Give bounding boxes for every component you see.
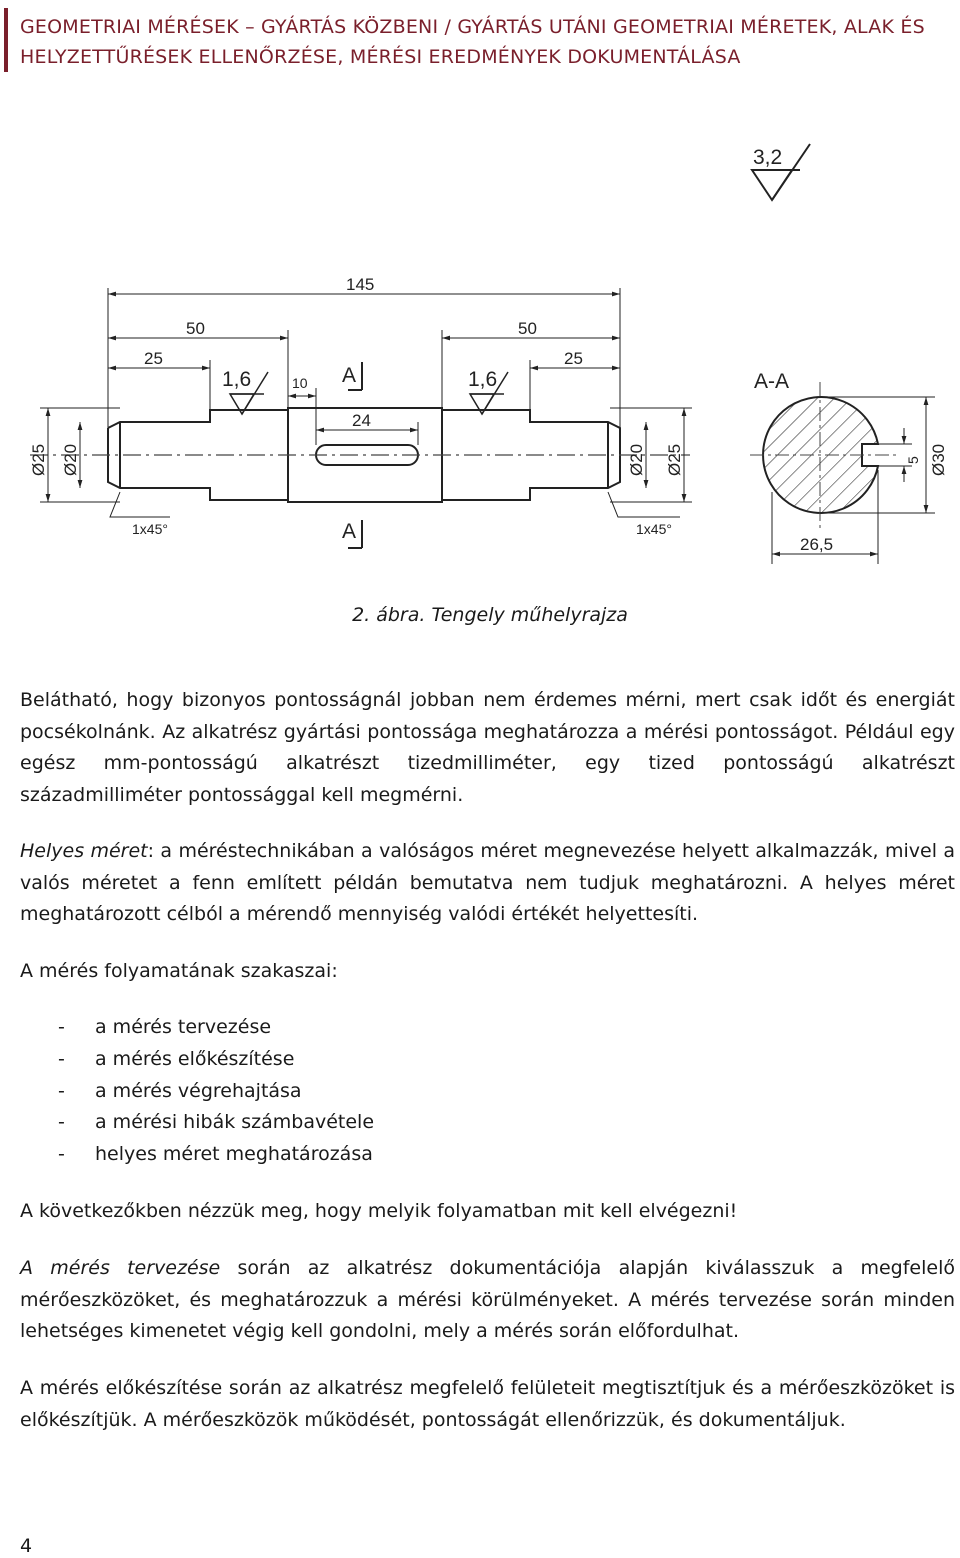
figure-caption: 2. ábra. Tengely műhelyrajza [352, 604, 628, 626]
dim-right-25: 25 [564, 349, 583, 368]
dim-right-50: 50 [518, 319, 537, 338]
shaft-drawing-svg [20, 92, 955, 592]
technical-drawing [20, 92, 955, 592]
dim-dia30: Ø30 [929, 443, 948, 476]
list-item: - a mérési hibák számbavétele [20, 1107, 720, 1139]
planning-text: során az alkatrész dokumentációja alapján kiválasszuk a megfelelő mérőeszközöket, és meghatározzuk a mérési körülményeket. A mérés tervezése során minden lehetséges kimenetet végig kell gondolni, mely a mérés során előfordulhat. [20, 1257, 955, 1342]
dim-keyway-width: 5 [905, 456, 921, 464]
list-item: - a mérés előkészítése [20, 1044, 720, 1076]
dim-section-depth: 26,5 [800, 535, 834, 554]
roughness-left-label: 1,6 [222, 368, 252, 391]
dim-total-length: 145 [346, 275, 375, 294]
dim-dia20-right: Ø20 [627, 443, 646, 476]
dim-keyway-offset: 10 [292, 375, 308, 391]
paragraph-precision: Belátható, hogy bizonyos pontosságnál jobban nem érdemes mérni, mert csak időt és energiát pocsékolnánk. Az alkatrész gyártási pontossága meghatározza a mérési pontosságot. Például egy egész mm-pontosságú alkatrészt tizedmilliméter, egy tized pontosságú alkatrészt századmilliméter pontossággal kell megmérni. [20, 689, 955, 806]
roughness-main-label: 3,2 [753, 146, 783, 169]
list-item: - a mérés végrehajtása [20, 1076, 720, 1108]
header-title: GEOMETRIAI MÉRÉSEK – GYÁRTÁS KÖZBENI / GYÁRTÁS UTÁNI GEOMETRIAI MÉRETEK, ALAK ÉS HELYZETTŰRÉSEK ELLENŐRZÉSE, MÉRÉSI EREDMÉNYEK DOKUMENTÁLÁSA [20, 16, 925, 68]
dim-dia25-left: Ø25 [29, 443, 48, 476]
section-title: A-A [754, 370, 790, 393]
chamfer-left-label: 1x45° [132, 521, 168, 537]
page-header [0, 0, 960, 74]
dim-left-25: 25 [144, 349, 163, 368]
term-correct-size: Helyes méret [20, 840, 148, 862]
dim-keyway-length: 24 [352, 411, 371, 430]
list-item: - a mérés tervezése [20, 1012, 720, 1044]
list-item: - helyes méret meghatározása [20, 1139, 720, 1171]
paragraph-correct-size [20, 836, 955, 931]
dim-dia20-left: Ø20 [61, 443, 80, 476]
term-planning: A mérés tervezése [20, 1257, 221, 1279]
header-accent-bar [4, 8, 8, 72]
paragraph-steps-intro: A mérés folyamatának szakaszai: [20, 960, 338, 982]
paragraph-planning [20, 1253, 955, 1348]
section-mark-bottom: A [342, 520, 357, 543]
chamfer-right-label: 1x45° [636, 521, 672, 537]
dimension-lines [48, 294, 684, 517]
paragraph-preparation: A mérés előkészítése során az alkatrész megfelelő felületeit megtisztítjuk és a mérőeszközöket is előkészítjük. A mérőeszközök működését, pontosságát ellenőrizzük, és dokumentáljuk. [20, 1377, 955, 1431]
measurement-steps-list [20, 1012, 720, 1171]
paragraph-next: A következőkben nézzük meg, hogy melyik folyamatban mit kell elvégezni! [20, 1200, 738, 1222]
page-number: 4 [20, 1535, 33, 1557]
extension-lines [40, 288, 692, 502]
section-mark-top: A [342, 364, 357, 387]
dim-left-50: 50 [186, 319, 205, 338]
roughness-right-label: 1,6 [468, 368, 498, 391]
dim-dia25-right: Ø25 [665, 443, 684, 476]
correct-size-definition: : a méréstechnikában a valóságos méret megnevezése helyett alkalmazzák, mivel a valós méretet a fenn említett példán bemutatva nem tudjuk meghatározni. A helyes méret meghatározott célból a mérendő mennyiség valódi értékét helyettesíti. [20, 840, 956, 925]
